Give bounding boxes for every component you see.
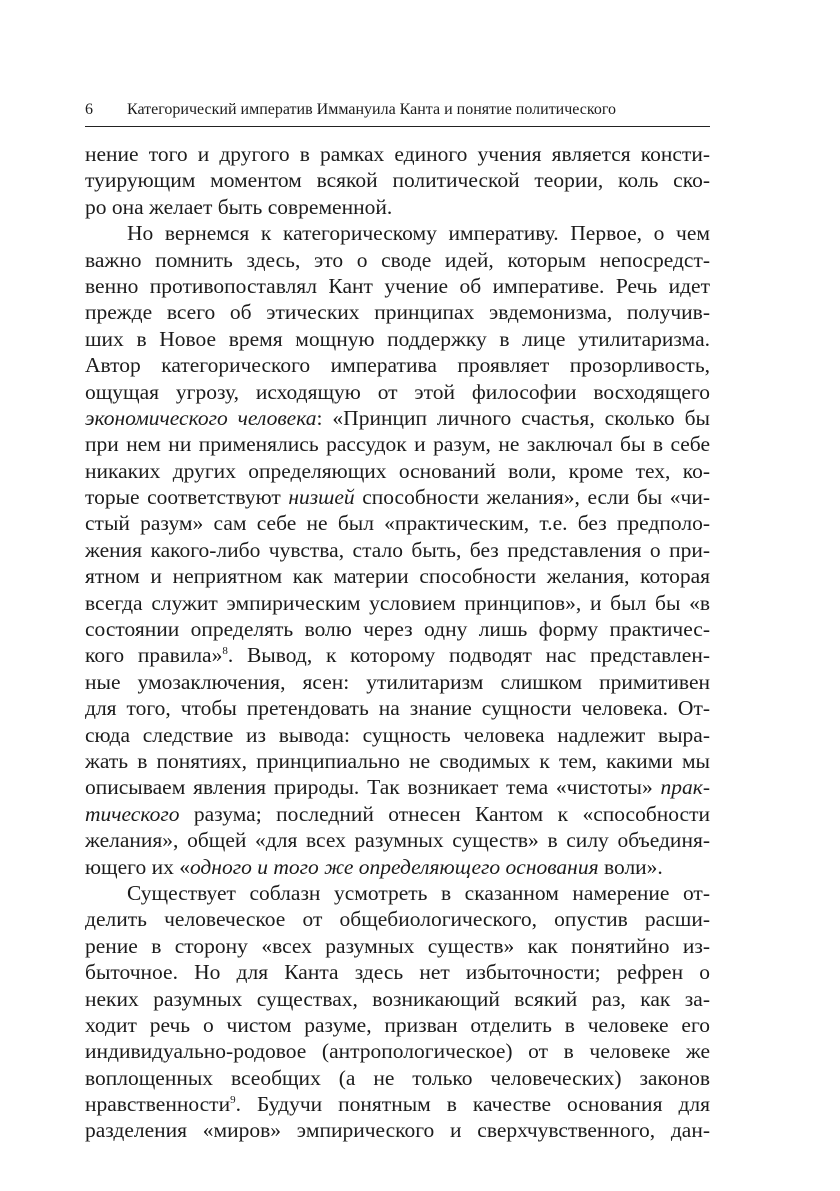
footnote-ref: 9 (230, 1094, 236, 1107)
text-line: стый разум» сам себе не был «практическим, т.е. без предполо- (85, 511, 710, 536)
page-number: 6 (85, 101, 93, 118)
text-line: ходит речь о чистом разуме, призван отделить в человеке его (85, 1012, 710, 1037)
text-line: индивидуально-родовое (антропологическое) от в человеке же (85, 1039, 710, 1064)
text-line: нение того и другого в рамках единого учения является консти- (85, 142, 710, 166)
text-line: кого правила»$^8$. Вывод, к которому подводят нас представлен- (85, 643, 710, 668)
text-line: венно противопоставлял Кант учение об императиве. Речь идет (85, 273, 710, 298)
text-line: делить человеческое от общебиологического, опустив расши- (85, 907, 710, 932)
text-line: никаких других определяющих оснований воли, кроме тех, ко- (85, 458, 710, 483)
text-line: ятном и неприятном как материи способности желания, которая (85, 564, 710, 589)
text-line: ющего их «одного и того же определяющего основания воли». (85, 854, 663, 879)
italic-term: экономического человека (85, 405, 317, 430)
italic-term: прак- (660, 775, 710, 800)
text-line: важно помнить здесь, это о своде идей, которым непосредст- (85, 247, 710, 272)
text-line: Но вернемся к категорическому императиву. Первое, о чем (127, 221, 710, 246)
text-line: торые соответствуют низшей способности желания», если бы «чи- (85, 485, 710, 510)
text-line: жать в понятиях, принципиально не сводимых к тем, какими мы (85, 748, 710, 773)
text-line: ших в Новое время мощную поддержку в лице утилитаризма. (85, 326, 710, 351)
text-line: ро она желает быть современной. (85, 194, 393, 219)
text-line: желания», общей «для всех разумных существ» в силу объединя- (85, 828, 710, 853)
text-line: рение в сторону «всех разумных существ» как понятийно из- (85, 933, 710, 958)
running-title: Категорический императив Иммануила Канта и понятие политического (127, 101, 617, 118)
text-line: ощущая угрозу, исходящую от этой философии восходящего (85, 379, 710, 404)
text-line: при нем ни применялись рассудок и разум, не заключал бы в себе (85, 432, 710, 457)
text-line: разделения «миров» эмпирического и сверхчувственного, дан- (85, 1118, 710, 1143)
text-line: туирующим моментом всякой политической теории, коль ско- (85, 168, 710, 193)
text-line: описываем явления природы. Так возникает тема «чистоты» прак- (85, 775, 710, 800)
text-line: воплощенных всеобщих (а не только человеческих) законов (85, 1065, 710, 1090)
running-head (85, 98, 710, 127)
text-line: всегда служит эмпирическим условием принципов», и был бы «в (85, 590, 710, 615)
text-line: состоянии определять волю через одну лишь форму практичес- (85, 617, 710, 642)
text-line: прежде всего об этических принципах эвдемонизма, получив- (85, 300, 710, 325)
italic-term: тического (85, 801, 180, 826)
text-line: ные умозаключения, ясен: утилитаризм слишком примитивен (85, 669, 710, 694)
body-text (85, 141, 710, 1144)
text-line: Автор категорического императива проявляет прозорливость, (85, 353, 710, 378)
footnote-ref: 8 (222, 645, 228, 658)
text-line: Существует соблазн усмотреть в сказанном намерение от- (127, 880, 710, 905)
text-line: экономического человека: «Принцип личного счастья, сколько бы (85, 405, 710, 430)
text-line: нравственности$^9$. Будучи понятным в качестве основания для (85, 1092, 710, 1117)
text-line: быточное. Но для Канта здесь нет избыточности; рефрен о (85, 960, 710, 985)
text-line: неких разумных существах, возникающий всякий раз, как за- (85, 986, 710, 1011)
italic-term: низшей (288, 485, 355, 510)
text-line: тического разума; последний отнесен Кантом к «способности (85, 801, 710, 826)
text-line: для того, чтобы претендовать на знание сущности человека. От- (85, 696, 710, 721)
text-line: сюда следствие из вывода: сущность человека надлежит выра- (85, 722, 710, 747)
text-line: жения какого-либо чувства, стало быть, без представления о при- (85, 537, 710, 562)
italic-term: одного и того же определяющего основания (189, 854, 599, 879)
